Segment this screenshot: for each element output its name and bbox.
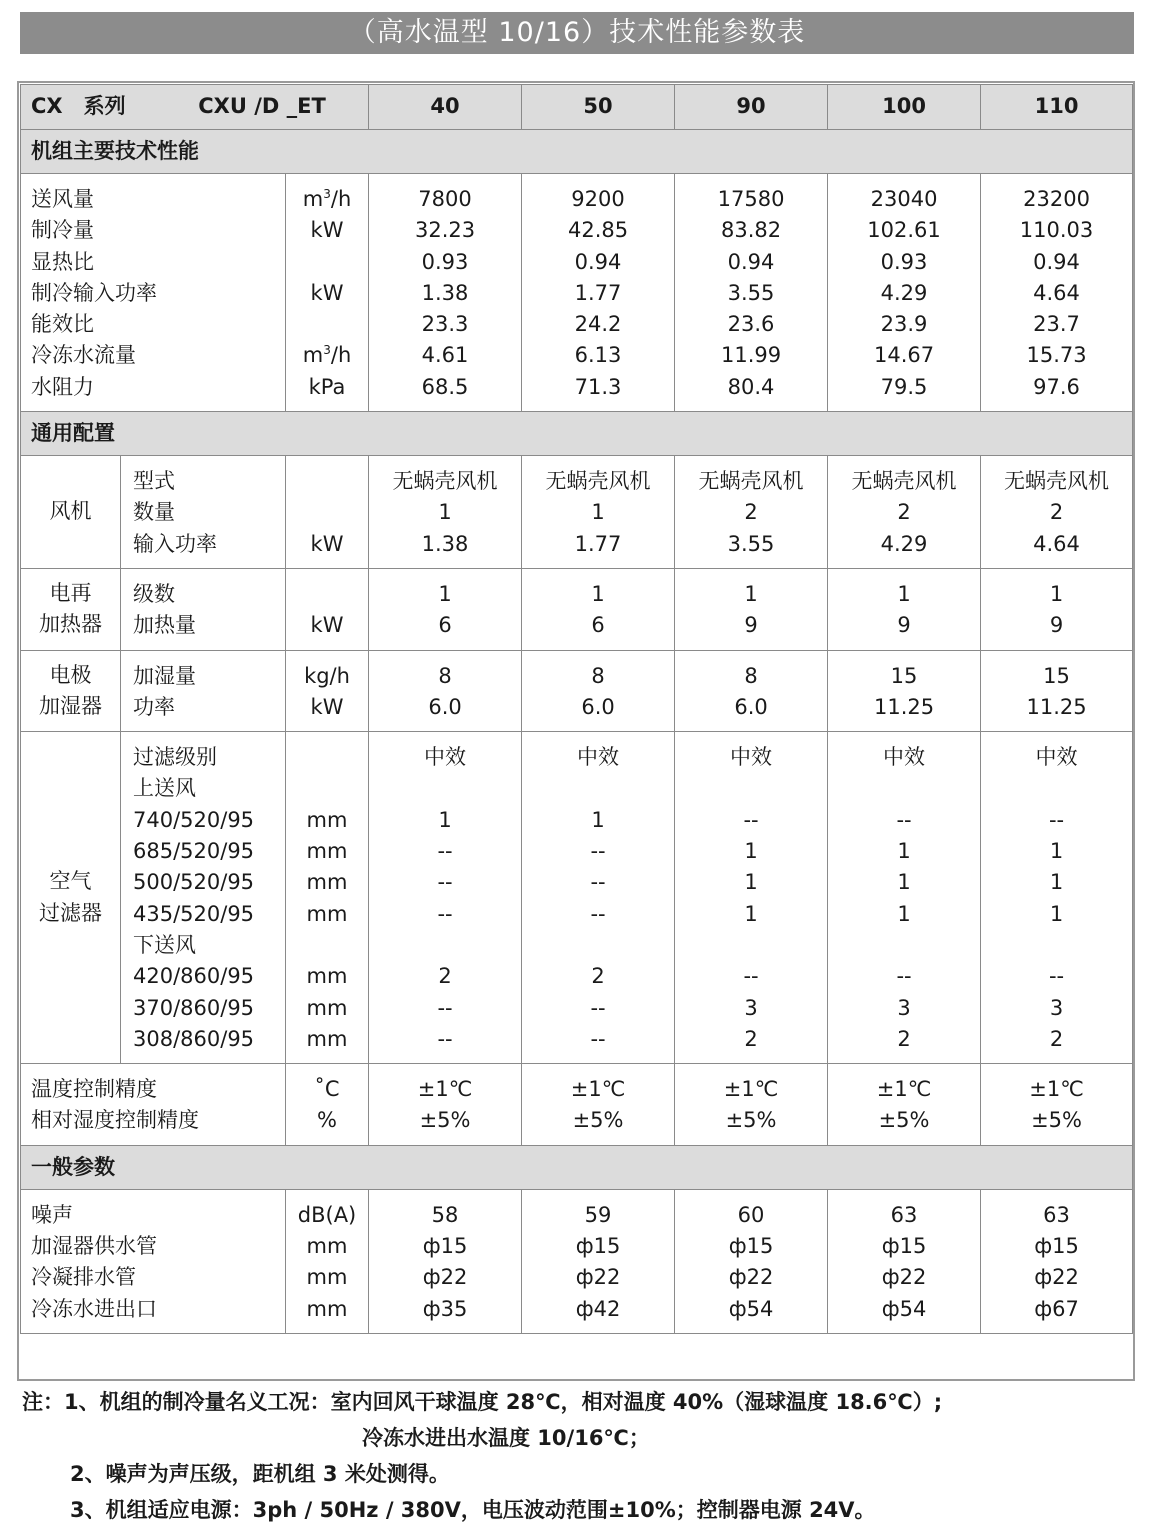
filter-group-text: 空气 <box>49 869 92 894</box>
cell-value: 24.2 <box>574 312 622 337</box>
cell-value: -- <box>437 901 453 926</box>
filter-labels <box>121 732 286 1064</box>
cell-value: 1 <box>438 581 452 606</box>
cell-value: 63 <box>1043 1202 1070 1227</box>
cell-value: 1 <box>1049 839 1064 864</box>
cell-value <box>675 773 827 804</box>
cell-value: 68.5 <box>421 374 469 399</box>
row-label: 型式 <box>133 469 175 494</box>
cell-value: 32.23 <box>414 218 476 243</box>
row-unit: kW <box>310 531 344 556</box>
general-values <box>522 1189 675 1333</box>
cell-value: ф67 <box>1034 1296 1079 1321</box>
cell-value: 80.4 <box>727 374 775 399</box>
row-label: 500/520/95 <box>133 870 255 895</box>
cell-value: ±5% <box>572 1108 624 1133</box>
cell-value: 1 <box>744 870 758 895</box>
cell-value: -- <box>437 839 453 864</box>
header-row <box>21 85 1133 130</box>
cell-value: ф15 <box>881 1234 927 1259</box>
row-unit: mm <box>306 1026 348 1051</box>
cell-value: 6.0 <box>581 694 615 719</box>
humidifier-group-text: 电极 <box>49 662 92 687</box>
cell-value: -- <box>590 995 606 1020</box>
filter-values <box>675 732 828 1064</box>
row-unit: kg/h <box>304 663 350 688</box>
row-unit: mm <box>306 964 348 989</box>
cell-value: 17580 <box>717 187 785 211</box>
row-unit: mm <box>306 995 348 1020</box>
cell-value: 42.85 <box>567 218 629 243</box>
cell-value <box>522 930 674 961</box>
cell-value: 3 <box>744 995 758 1020</box>
cell-value: 9 <box>897 613 911 638</box>
control-block <box>21 1064 1133 1146</box>
row-label: 420/860/95 <box>133 964 255 989</box>
cell-value: 无蜗壳风机 <box>851 469 957 494</box>
heater-values <box>981 568 1133 650</box>
fan-values <box>981 456 1133 569</box>
row-unit: mm <box>306 839 348 864</box>
heater-values <box>369 568 522 650</box>
cell-value: 9200 <box>571 187 625 211</box>
fan-values <box>675 456 828 569</box>
cell-value: ±5% <box>878 1108 930 1133</box>
cell-value: 8 <box>438 663 452 688</box>
cell-value: 6.0 <box>428 694 462 719</box>
cell-value: -- <box>437 1026 453 1051</box>
cell-value: 无蜗壳风机 <box>1004 469 1110 494</box>
row-label: 370/860/95 <box>133 995 255 1020</box>
row-unit: mm <box>306 1296 348 1321</box>
cell-value: -- <box>437 995 453 1020</box>
general-values <box>981 1189 1133 1333</box>
cell-value: 9 <box>1049 613 1064 638</box>
row-label: 加湿量 <box>133 663 196 688</box>
cell-value: 2 <box>1049 1026 1064 1051</box>
cell-value: ф54 <box>728 1296 774 1321</box>
perf-block <box>21 174 1133 412</box>
cell-value: 1.38 <box>421 280 469 305</box>
humidifier-group-label <box>21 650 121 732</box>
filter-values <box>522 732 675 1064</box>
cell-value: 79.5 <box>880 374 928 399</box>
notes <box>22 1384 1132 1528</box>
cell-value <box>369 930 521 961</box>
row-unit: mm <box>306 1265 348 1290</box>
cell-value: 4.29 <box>880 531 928 556</box>
cell-value: ±5% <box>725 1108 777 1133</box>
perf-values <box>828 174 981 412</box>
fan-block <box>21 456 1133 569</box>
filter-group-text: 过滤器 <box>39 900 102 925</box>
cell-value: ±1℃ <box>1029 1077 1084 1102</box>
cell-value: ф22 <box>575 1265 621 1290</box>
row-label: 水阻力 <box>31 374 94 399</box>
cell-value: 0.94 <box>1033 249 1080 274</box>
cell-value: 2 <box>897 1026 911 1051</box>
general-values <box>675 1189 828 1333</box>
note-1: 注：1、机组的制冷量名义工况：室内回风干球温度 28℃，相对温度 40%（湿球温度 18.6℃）; <box>22 1390 943 1414</box>
cell-value: 2 <box>591 964 605 989</box>
series-b: CXU /D _ET <box>198 94 326 119</box>
row-unit <box>286 247 368 278</box>
heater-units <box>286 568 369 650</box>
control-values <box>369 1064 522 1146</box>
cell-value: -- <box>1048 807 1065 832</box>
model-col: 110 <box>981 85 1133 130</box>
row-label: 输入功率 <box>133 531 217 556</box>
cell-value: 无蜗壳风机 <box>698 469 804 494</box>
cell-value: 14.67 <box>873 343 935 368</box>
cell-value: 1 <box>1049 901 1064 926</box>
cell-value: 63 <box>890 1202 918 1227</box>
heater-values <box>675 568 828 650</box>
humidifier-units <box>286 650 369 732</box>
row-label: 上送风 <box>133 776 196 801</box>
fan-values <box>828 456 981 569</box>
cell-value: 8 <box>744 663 758 688</box>
cell-value: ф35 <box>422 1296 468 1321</box>
cell-value: -- <box>590 839 606 864</box>
row-unit <box>286 309 368 340</box>
series-a: CX 系列 <box>31 94 126 119</box>
cell-value: ф22 <box>422 1265 468 1290</box>
filter-block <box>21 732 1133 1064</box>
row-label: 温度控制精度 <box>31 1077 157 1102</box>
cell-value: 4.61 <box>421 343 469 368</box>
cell-value <box>828 930 980 961</box>
cell-value: 3 <box>1049 995 1064 1020</box>
row-label: 加湿器供水管 <box>31 1234 157 1259</box>
cell-value: ф42 <box>575 1296 621 1321</box>
row-unit: $m^3/h$ <box>302 187 352 211</box>
cell-value: 4.64 <box>1033 280 1080 305</box>
cell-value: ф15 <box>1034 1234 1079 1259</box>
series-label <box>21 85 369 130</box>
row-label: 数量 <box>133 500 175 525</box>
cell-value: 3 <box>897 995 911 1020</box>
row-unit: mm <box>306 901 348 926</box>
humidifier-values <box>981 650 1133 732</box>
perf-labels <box>21 174 286 412</box>
row-unit: ˚C <box>314 1077 340 1102</box>
heater-block <box>21 568 1133 650</box>
fan-values <box>369 456 522 569</box>
humidifier-labels <box>121 650 286 732</box>
row-label: 740/520/95 <box>133 807 255 832</box>
row-unit <box>286 579 368 610</box>
cell-value: 0.93 <box>880 249 928 274</box>
cell-value: 15 <box>1043 663 1070 688</box>
row-label: 308/860/95 <box>133 1026 255 1051</box>
cell-value: -- <box>896 807 912 832</box>
cell-value: 1 <box>1049 581 1064 606</box>
row-label: 冷冻水进出口 <box>31 1296 157 1321</box>
model-col: 40 <box>369 85 522 130</box>
cell-value: -- <box>896 964 912 989</box>
cell-value: 15.73 <box>1026 343 1087 368</box>
cell-value: 中效 <box>1035 745 1078 770</box>
row-label: 显热比 <box>31 249 94 274</box>
cell-value: 中效 <box>577 745 620 770</box>
cell-value: 8 <box>591 663 605 688</box>
cell-value: 1 <box>591 581 605 606</box>
cell-value <box>522 773 674 804</box>
cell-value: -- <box>743 807 759 832</box>
cell-value: 0.94 <box>727 249 775 274</box>
humidifier-values <box>522 650 675 732</box>
cell-value: 7800 <box>418 187 472 211</box>
perf-values <box>675 174 828 412</box>
model-col: 90 <box>675 85 828 130</box>
row-label: 下送风 <box>133 932 196 957</box>
cell-value: ф15 <box>575 1234 621 1259</box>
row-label: 制冷输入功率 <box>31 280 157 305</box>
cell-value: ф22 <box>1034 1265 1079 1290</box>
row-label: 功率 <box>133 694 175 719</box>
cell-value: -- <box>590 870 606 895</box>
row-label: 噪声 <box>31 1202 73 1227</box>
cell-value: 2 <box>897 500 911 525</box>
heater-group-text: 加热器 <box>39 612 102 637</box>
row-unit: % <box>317 1108 337 1133</box>
cell-value: 15 <box>890 663 918 688</box>
cell-value: ±1℃ <box>417 1077 473 1102</box>
control-values <box>675 1064 828 1146</box>
cell-value: 1 <box>897 839 911 864</box>
cell-value <box>675 930 827 961</box>
cell-value: 2 <box>744 1026 758 1051</box>
section-main-perf: 机组主要技术性能 <box>21 130 1133 174</box>
cell-value: 59 <box>584 1202 612 1227</box>
humidifier-values <box>675 650 828 732</box>
general-values <box>828 1189 981 1333</box>
cell-value: 23.3 <box>421 312 469 337</box>
row-unit: kW <box>310 218 344 243</box>
row-unit: kW <box>310 694 344 719</box>
note-1-cont: 冷冻水进出水温度 10/16℃； <box>362 1426 650 1450</box>
cell-value: 83.82 <box>720 218 782 243</box>
row-unit <box>286 930 368 961</box>
row-unit <box>286 742 368 773</box>
cell-value: 1 <box>438 500 452 525</box>
humidifier-group-text: 加湿器 <box>39 693 102 718</box>
row-label: 冷凝排水管 <box>31 1265 136 1290</box>
cell-value: -- <box>1048 964 1065 989</box>
page-title: （高水温型 10/16）技术性能参数表 <box>20 12 1134 54</box>
cell-value: 1 <box>744 839 758 864</box>
cell-value: 11.99 <box>720 343 782 368</box>
cell-value: 71.3 <box>574 374 622 399</box>
row-label: 送风量 <box>31 187 94 211</box>
cell-value: ±1℃ <box>876 1077 932 1102</box>
row-unit: kW <box>310 280 344 305</box>
cell-value: 4.29 <box>880 280 928 305</box>
cell-value: ф15 <box>728 1234 774 1259</box>
cell-value: 1 <box>897 870 911 895</box>
row-label: 685/520/95 <box>133 839 255 864</box>
fan-labels <box>121 456 286 569</box>
perf-values <box>369 174 522 412</box>
note-3: 3、机组适应电源：3ph / 50Hz / 380V，电压波动范围±10%；控制器电源 24V。 <box>70 1498 876 1522</box>
cell-value: ф54 <box>881 1296 927 1321</box>
model-col: 50 <box>522 85 675 130</box>
cell-value: 中效 <box>730 745 773 770</box>
cell-value: 1.38 <box>421 531 469 556</box>
cell-value: 1 <box>744 901 758 926</box>
row-label: 制冷量 <box>31 218 94 243</box>
general-block <box>21 1189 1133 1333</box>
humidifier-values <box>828 650 981 732</box>
cell-value: ф15 <box>422 1234 468 1259</box>
spec-table <box>20 84 1133 1334</box>
cell-value: 1.77 <box>574 531 622 556</box>
cell-value: 6.0 <box>734 694 768 719</box>
row-label: 过滤级别 <box>133 745 217 770</box>
cell-value: 11.25 <box>1026 694 1087 719</box>
cell-value: -- <box>590 901 606 926</box>
heater-labels <box>121 568 286 650</box>
general-units <box>286 1189 369 1333</box>
cell-value: 6 <box>438 613 452 638</box>
cell-value: 60 <box>737 1202 765 1227</box>
cell-value: 110.03 <box>1019 218 1094 243</box>
control-values <box>828 1064 981 1146</box>
cell-value: 中效 <box>883 745 926 770</box>
cell-value: 6.13 <box>574 343 622 368</box>
fan-units <box>286 456 369 569</box>
row-unit <box>286 497 368 528</box>
row-label: 冷冻水流量 <box>31 343 136 368</box>
row-unit <box>286 466 368 497</box>
row-unit: mm <box>306 1234 348 1259</box>
row-unit: dB(A) <box>297 1202 357 1227</box>
general-values <box>369 1189 522 1333</box>
heater-values <box>522 568 675 650</box>
general-labels <box>21 1189 286 1333</box>
cell-value: 2 <box>1049 500 1064 525</box>
humidifier-values <box>369 650 522 732</box>
filter-group-label <box>21 732 121 1064</box>
row-label: 级数 <box>133 581 175 606</box>
cell-value: ±1℃ <box>570 1077 626 1102</box>
control-values <box>522 1064 675 1146</box>
row-unit: $m^3/h$ <box>302 343 352 368</box>
row-label: 加热量 <box>133 613 196 638</box>
humidifier-block <box>21 650 1133 732</box>
cell-value: ±1℃ <box>723 1077 779 1102</box>
cell-value: 4.64 <box>1033 531 1080 556</box>
cell-value: 1 <box>591 500 605 525</box>
cell-value: ±5% <box>419 1108 471 1133</box>
perf-units <box>286 174 369 412</box>
row-label: 能效比 <box>31 312 94 337</box>
heater-group-label <box>21 568 121 650</box>
model-col: 100 <box>828 85 981 130</box>
cell-value: 9 <box>744 613 758 638</box>
cell-value: 1 <box>438 807 452 832</box>
cell-value <box>981 773 1132 804</box>
cell-value: 3.55 <box>727 280 775 305</box>
fan-group-text: 风机 <box>49 499 92 524</box>
fan-group-label <box>21 456 121 569</box>
filter-values <box>369 732 522 1064</box>
cell-value: 无蜗壳风机 <box>392 469 498 494</box>
cell-value: 3.55 <box>727 531 775 556</box>
cell-value <box>369 773 521 804</box>
cell-value: 102.61 <box>867 218 941 243</box>
cell-value: 中效 <box>424 745 467 770</box>
cell-value: ф22 <box>728 1265 774 1290</box>
cell-value: 1 <box>897 581 911 606</box>
cell-value: 58 <box>431 1202 459 1227</box>
row-unit: kW <box>310 613 344 638</box>
cell-value <box>981 930 1132 961</box>
note-2: 2、噪声为声压级，距机组 3 米处测得。 <box>70 1462 450 1486</box>
section-general-config: 通用配置 <box>21 412 1133 456</box>
row-unit: kPa <box>308 374 346 399</box>
cell-value: 无蜗壳风机 <box>545 469 651 494</box>
fan-values <box>522 456 675 569</box>
row-unit: mm <box>306 870 348 895</box>
cell-value: 1 <box>591 807 605 832</box>
filter-values <box>828 732 981 1064</box>
cell-value: 2 <box>438 964 452 989</box>
cell-value: 0.93 <box>421 249 469 274</box>
cell-value: 1 <box>897 901 911 926</box>
cell-value: 2 <box>744 500 758 525</box>
cell-value: ±5% <box>1031 1108 1082 1133</box>
heater-group-text: 电再 <box>49 580 92 605</box>
cell-value: 11.25 <box>873 694 935 719</box>
cell-value: -- <box>743 964 759 989</box>
perf-values <box>522 174 675 412</box>
cell-value: 23.9 <box>880 312 928 337</box>
row-unit <box>286 773 368 804</box>
cell-value: -- <box>437 870 453 895</box>
cell-value: 0.94 <box>574 249 622 274</box>
cell-value <box>828 773 980 804</box>
cell-value: 23.6 <box>727 312 775 337</box>
row-label: 435/520/95 <box>133 901 255 926</box>
row-label: 相对湿度控制精度 <box>31 1108 199 1133</box>
filter-units <box>286 732 369 1064</box>
cell-value: 97.6 <box>1033 374 1080 399</box>
cell-value: 23.7 <box>1033 312 1080 337</box>
control-units <box>286 1064 369 1146</box>
cell-value: ф22 <box>881 1265 927 1290</box>
cell-value: 1 <box>1049 870 1064 895</box>
cell-value: 23200 <box>1023 187 1090 211</box>
filter-values <box>981 732 1133 1064</box>
control-labels <box>21 1064 286 1146</box>
heater-values <box>828 568 981 650</box>
cell-value: 6 <box>591 613 605 638</box>
cell-value: 23040 <box>870 187 938 211</box>
section-general-params: 一般参数 <box>21 1145 1133 1189</box>
control-values <box>981 1064 1133 1146</box>
cell-value: -- <box>590 1026 606 1051</box>
row-unit: mm <box>306 807 348 832</box>
perf-values <box>981 174 1133 412</box>
cell-value: 1.77 <box>574 280 622 305</box>
cell-value: 1 <box>744 581 758 606</box>
